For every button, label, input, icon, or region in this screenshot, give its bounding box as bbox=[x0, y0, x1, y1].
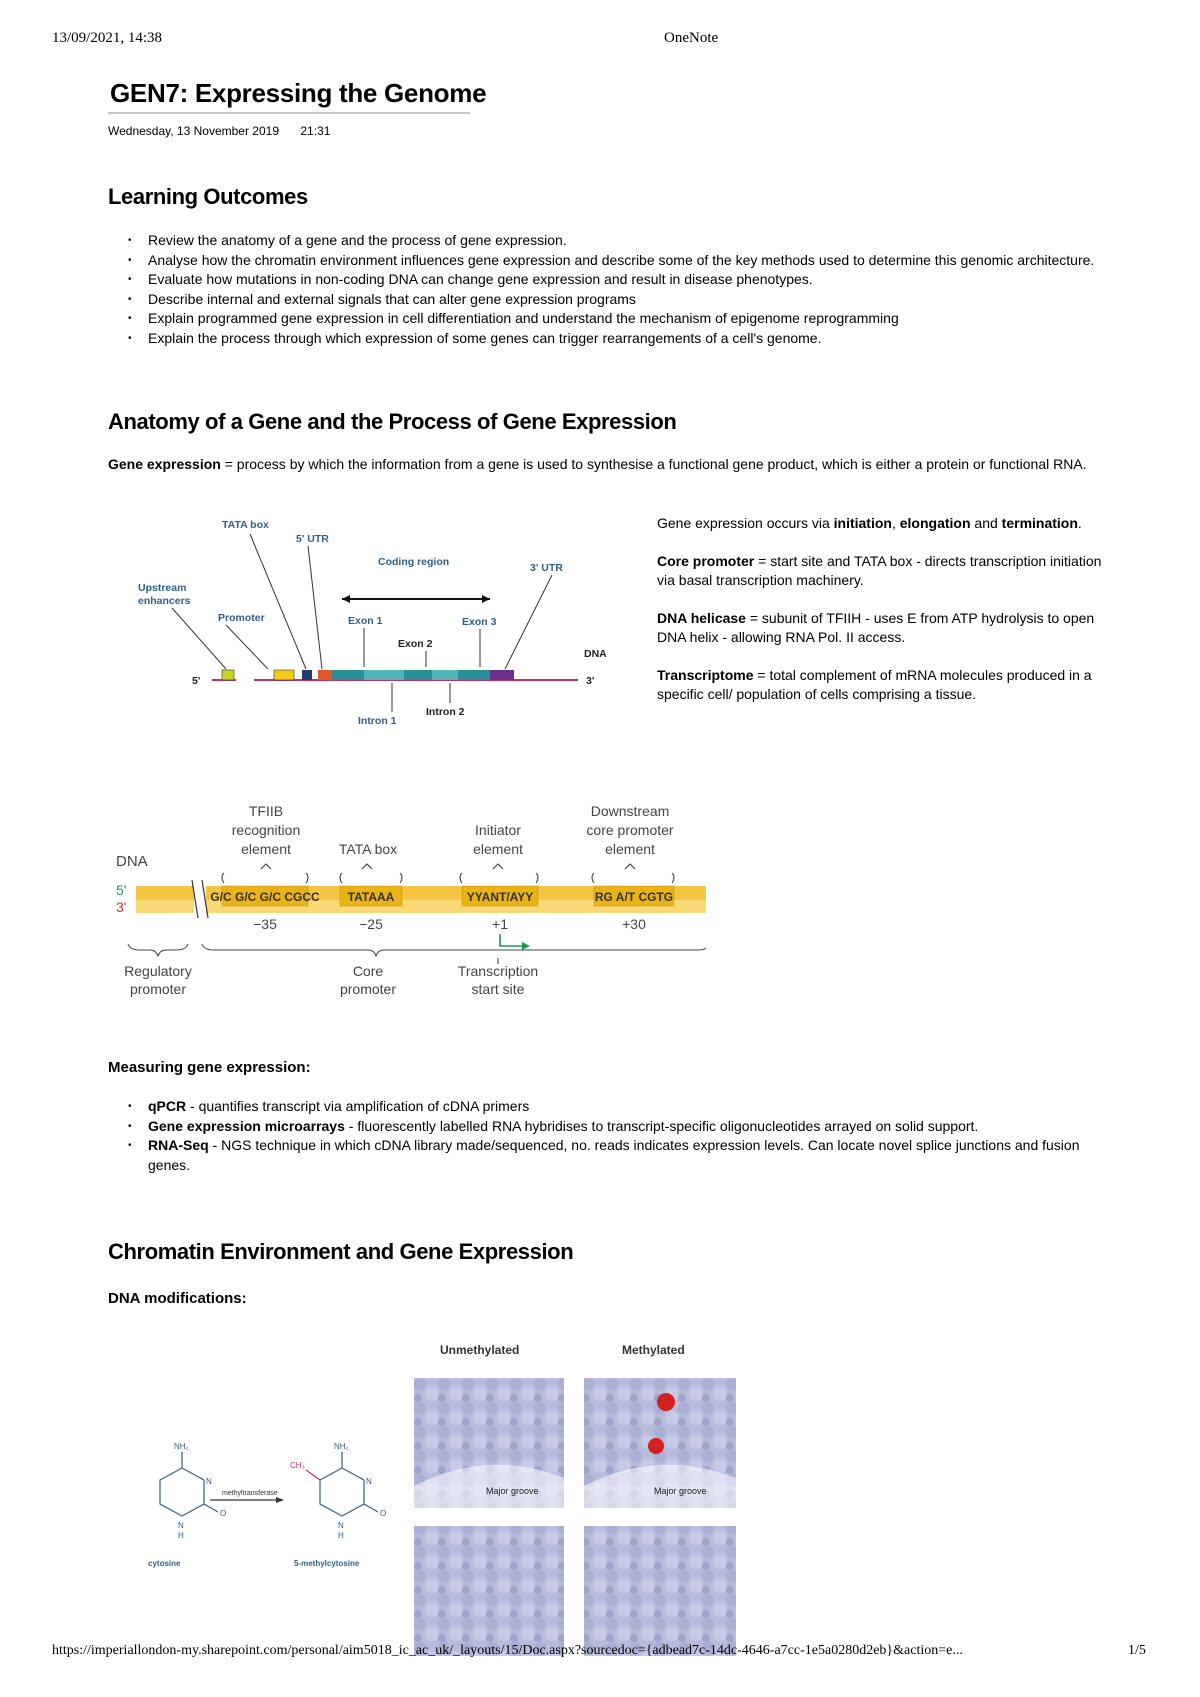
intron2-block bbox=[432, 670, 458, 680]
unmethylated-label: Unmethylated bbox=[440, 1343, 520, 1357]
list-item: • Review the anatomy of a gene and the process of gene expression. bbox=[108, 231, 1118, 251]
n-atom: N bbox=[366, 1477, 372, 1486]
intron1-label: Intron 1 bbox=[358, 715, 397, 727]
h-atom: H bbox=[178, 1531, 184, 1540]
o-atom: O bbox=[220, 1509, 227, 1518]
reaction-arrow-icon bbox=[276, 1497, 284, 1503]
side-note-transcriptome bbox=[657, 666, 1107, 705]
methylated-bottom-panel bbox=[584, 1526, 736, 1656]
enhancers-label-2: enhancers bbox=[138, 595, 191, 607]
initiator-label-1: Initiator bbox=[475, 822, 521, 838]
intron1-block bbox=[364, 670, 404, 680]
methyl-group-1 bbox=[657, 1393, 675, 1411]
arrowhead-right-icon bbox=[482, 595, 490, 603]
tata-label: TATA box bbox=[338, 841, 398, 857]
side-note-phases bbox=[657, 514, 1107, 534]
note-text: . bbox=[1077, 515, 1082, 531]
page-time: 21:31 bbox=[300, 124, 331, 138]
initiator-label-2: element bbox=[473, 841, 523, 857]
utr5-block bbox=[318, 670, 332, 680]
list-item bbox=[108, 1097, 1118, 1117]
side-note-dna-helicase bbox=[657, 609, 1107, 648]
three-prime-label: 3' bbox=[586, 675, 595, 687]
anatomy-heading: Anatomy of a Gene and the Process of Gene Expression bbox=[108, 409, 677, 434]
methylcytosine-label: 5-methylcytosine bbox=[294, 1559, 360, 1568]
dna-label: DNA bbox=[584, 648, 607, 660]
note-text: Gene expression occurs via bbox=[657, 515, 834, 531]
tss-label-2: start site bbox=[471, 981, 525, 997]
note-term: Core promoter bbox=[657, 552, 755, 569]
exon3-label: Exon 3 bbox=[462, 616, 497, 628]
note-text: = subunit of TFIIH - uses E from ATP hydrolysis to open DNA helix - allowing RNA Pol. II access. bbox=[657, 609, 1095, 645]
start-arrowhead-icon bbox=[522, 942, 530, 950]
exon2-label: Exon 2 bbox=[398, 638, 433, 650]
exon1-block bbox=[332, 670, 364, 680]
core-label-2: promoter bbox=[339, 981, 397, 997]
dna-structure-panels bbox=[414, 1378, 736, 1668]
enzyme-label: methyltransferase bbox=[222, 1490, 278, 1497]
note-text: , bbox=[891, 515, 900, 531]
methylated-label: Methylated bbox=[622, 1343, 685, 1357]
n-atom: N bbox=[338, 1521, 344, 1530]
enhancers-label-1: Upstream bbox=[138, 582, 187, 594]
page-title: GEN7: Expressing the Genome bbox=[110, 78, 487, 108]
gene-expression-definition bbox=[108, 455, 1118, 475]
title-underline bbox=[108, 112, 470, 114]
print-app-name: OneNote bbox=[664, 30, 719, 46]
methylcytosine-ring bbox=[320, 1468, 364, 1516]
tata-box-block bbox=[302, 670, 312, 680]
dna-modifications-heading: DNA modifications: bbox=[108, 1290, 247, 1307]
core-promoter-diagram bbox=[106, 800, 706, 1000]
three-prime-strand-label: 3' bbox=[116, 899, 127, 915]
note-term: Transcriptome bbox=[657, 666, 754, 683]
utr3-label: 3' UTR bbox=[530, 562, 563, 574]
item-text: - fluorescently labelled RNA hybridises to transcript-specific oligonucleotides arrayed on solid support. bbox=[344, 1117, 979, 1134]
learning-outcomes-heading: Learning Outcomes bbox=[108, 184, 308, 209]
methyl-group-2 bbox=[648, 1438, 664, 1454]
cytosine-methylation-diagram bbox=[120, 1440, 390, 1590]
pos-minus35: −35 bbox=[253, 916, 277, 932]
seq-inr: YYANT/AYY bbox=[466, 890, 534, 904]
intron2-label: Intron 2 bbox=[426, 706, 465, 718]
item-term: RNA-Seq bbox=[148, 1137, 209, 1153]
note-term: termination bbox=[1001, 515, 1078, 531]
regulatory-label-1: Regulatory bbox=[124, 963, 192, 979]
exon2-block bbox=[404, 670, 432, 680]
coding-region-label: Coding region bbox=[378, 556, 450, 568]
note-text: and bbox=[970, 515, 1002, 531]
nh2-label: NH₂ bbox=[174, 1442, 189, 1451]
note-term: elongation bbox=[899, 515, 971, 531]
seq-dpe: RG A/T CGTG bbox=[594, 890, 674, 904]
item-term: Gene expression microarrays bbox=[148, 1117, 345, 1134]
cytosine-ring bbox=[160, 1468, 204, 1516]
tfiib-label-3: element bbox=[241, 841, 291, 857]
list-item: • Describe internal and external signals that can alter gene expression programs bbox=[108, 290, 1118, 310]
h-atom: H bbox=[338, 1531, 344, 1540]
n-atom: N bbox=[206, 1477, 212, 1486]
downstream-label-1: Downstream bbox=[590, 803, 670, 819]
utr5-label: 5' UTR bbox=[296, 533, 329, 545]
tfiib-label-2: recognition bbox=[231, 822, 301, 838]
note-term: initiation bbox=[833, 515, 892, 531]
list-item: • Analyse how the chromatin environment influences gene expression and describe some of the key methods used to determine this genomic architecture. bbox=[108, 251, 1118, 271]
five-prime-label: 5' bbox=[192, 675, 201, 687]
print-page-number: 1/5 bbox=[1128, 1643, 1146, 1658]
core-label-1: Core bbox=[352, 963, 384, 979]
pos-plus1: +1 bbox=[492, 916, 508, 932]
promoter-label: Promoter bbox=[218, 612, 265, 624]
tata-box-label: TATA box bbox=[222, 519, 269, 531]
downstream-label-3: element bbox=[605, 841, 655, 857]
ch3-label: CH₃ bbox=[290, 1461, 305, 1470]
measuring-heading: Measuring gene expression: bbox=[108, 1059, 311, 1076]
downstream-label-2: core promoter bbox=[586, 822, 674, 838]
arrowhead-left-icon bbox=[342, 595, 350, 603]
note-text: = start site and TATA box - directs transcription initiation via basal transcription machinery. bbox=[657, 552, 1102, 588]
list-item: • Explain the process through which expression of some genes can trigger rearrangements of a cell's genome. bbox=[108, 329, 1118, 349]
nh2-label: NH₂ bbox=[334, 1442, 349, 1451]
learning-outcomes-list bbox=[108, 231, 1118, 348]
list-item: • Evaluate how mutations in non-coding DNA can change gene expression and result in disease phenotypes. bbox=[108, 270, 1118, 290]
dna-label: DNA bbox=[116, 853, 148, 870]
exon3-block bbox=[458, 670, 490, 680]
seq-tata: TATAAA bbox=[347, 890, 395, 904]
dna-bar-left-lower bbox=[136, 900, 194, 913]
chromatin-heading: Chromatin Environment and Gene Expression bbox=[108, 1239, 574, 1264]
pos-minus25: −25 bbox=[359, 916, 383, 932]
o-atom: O bbox=[380, 1509, 387, 1518]
definition-term: Gene expression bbox=[108, 456, 221, 472]
seq-bre: G/C G/C G/C CGCC bbox=[210, 890, 320, 904]
enhancer-box bbox=[222, 670, 234, 680]
exon1-label: Exon 1 bbox=[348, 615, 383, 627]
definition-text: = process by which the information from a gene is used to synthesise a functional gene product, which is either a protein or functional RNA. bbox=[220, 456, 1087, 472]
measuring-list bbox=[108, 1097, 1118, 1175]
utr3-block bbox=[490, 670, 514, 680]
side-note-core-promoter bbox=[657, 552, 1107, 591]
page-date: Wednesday, 13 November 2019 bbox=[108, 124, 279, 138]
tss-label-1: Transcription bbox=[457, 963, 539, 979]
major-groove-label: Major groove bbox=[486, 1486, 539, 1496]
dna-bar-left bbox=[136, 886, 194, 900]
cytosine-label: cytosine bbox=[148, 1559, 181, 1568]
note-term: DNA helicase bbox=[657, 609, 746, 626]
list-item bbox=[108, 1136, 1118, 1175]
n-atom: N bbox=[178, 1521, 184, 1530]
tfiib-label-1: TFIIB bbox=[248, 803, 284, 819]
item-text: - NGS technique in which cDNA library made/sequenced, no. reads indicates expression levels. Can locate novel splice junctions and fusion genes. bbox=[148, 1137, 1080, 1173]
side-notes bbox=[657, 514, 1107, 723]
five-prime-strand-label: 5' bbox=[116, 882, 127, 898]
item-text: - quantifies transcript via amplification of cDNA primers bbox=[186, 1098, 530, 1114]
promoter-box bbox=[274, 670, 294, 680]
print-url: https://imperiallondon-my.sharepoint.com/personal/aim5018_ic_ac_uk/_layouts/15/Doc.aspx?sourcedoc={adbead7c-14dc-4646-a7cc-1e5a0280d2eb}&action=e... bbox=[52, 1643, 963, 1658]
regulatory-label-2: promoter bbox=[129, 981, 187, 997]
gene-anatomy-diagram bbox=[120, 515, 610, 735]
transcription-start-arrow bbox=[500, 934, 524, 946]
list-item bbox=[108, 1117, 1118, 1137]
unmethylated-bottom-panel bbox=[414, 1526, 564, 1656]
item-term: qPCR bbox=[148, 1098, 187, 1114]
page-date-time bbox=[108, 124, 330, 138]
print-datetime: 13/09/2021, 14:38 bbox=[52, 30, 163, 46]
list-item: • Explain programmed gene expression in cell differentiation and understand the mechanism of epigenome reprogramming bbox=[108, 309, 1118, 329]
note-text: = total complement of mRNA molecules produced in a specific cell/ population of cells comprising a tissue. bbox=[657, 666, 1092, 702]
pos-plus30: +30 bbox=[622, 916, 646, 932]
major-groove-label: Major groove bbox=[654, 1486, 707, 1496]
